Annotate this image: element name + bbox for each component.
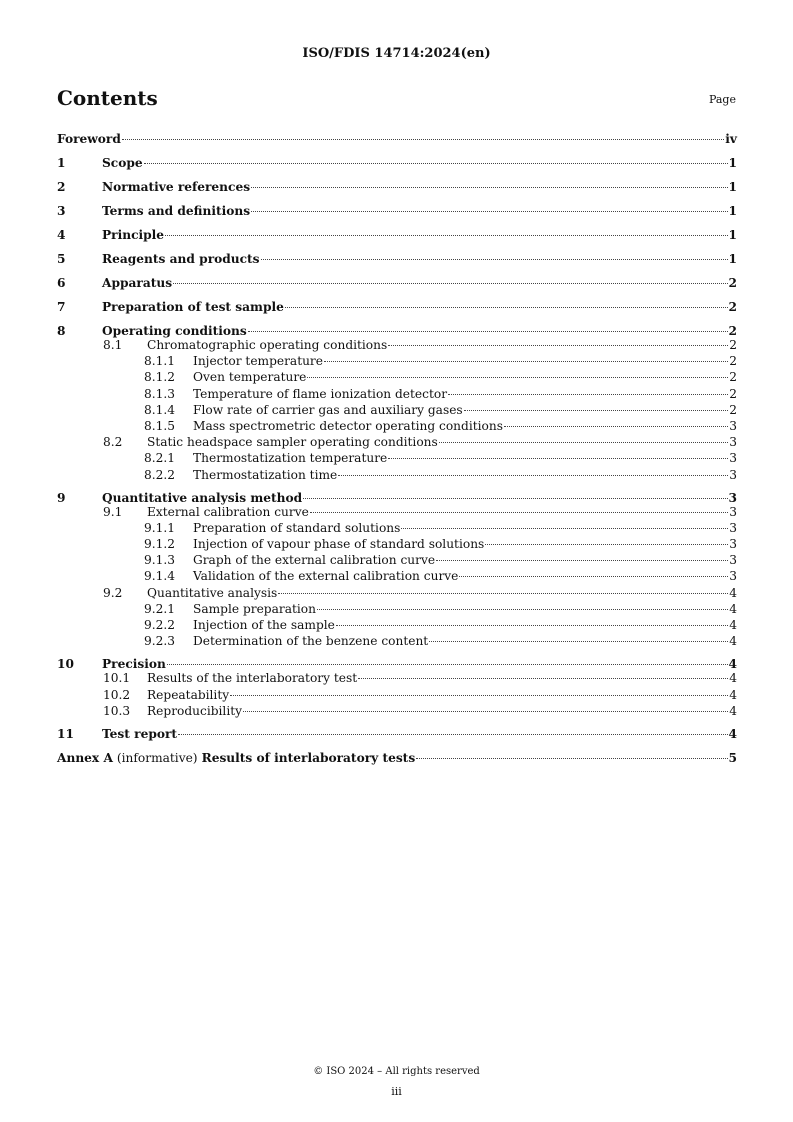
toc-entry-title: Sample preparation bbox=[193, 601, 316, 616]
dot-leader bbox=[303, 498, 727, 499]
toc-entry-page: 2 bbox=[729, 370, 737, 385]
dot-leader bbox=[278, 593, 728, 594]
toc-entry-title: Apparatus bbox=[102, 276, 173, 290]
toc-entry-title: Precision bbox=[102, 657, 166, 672]
toc-entry-title: External calibration curve bbox=[147, 504, 309, 519]
dot-leader bbox=[439, 442, 728, 443]
toc-entry-number: 9.1.3 bbox=[144, 553, 176, 568]
toc-entry-number: 9.2.2 bbox=[144, 618, 176, 632]
toc-entry-11[interactable] bbox=[57, 723, 737, 747]
toc-entry-title: Temperature of flame ionization detector bbox=[193, 386, 448, 401]
dot-leader bbox=[122, 139, 724, 140]
toc-entry-page: 4 bbox=[729, 687, 737, 702]
toc-entry-title: Quantitative analysis method bbox=[102, 490, 303, 505]
toc-entry-title: Mass spectrometric detector operating conditions bbox=[193, 418, 503, 433]
toc-entry-number: 3 bbox=[57, 204, 66, 218]
toc-entry-page: 5 bbox=[728, 750, 737, 765]
toc-entry-9-1-1[interactable] bbox=[57, 520, 737, 536]
toc-entry-number: 2 bbox=[57, 180, 66, 194]
toc-entry-number: 6 bbox=[57, 276, 66, 290]
toc-entry-title: Quantitative analysis bbox=[147, 585, 278, 600]
toc-entry-number: 4 bbox=[57, 228, 66, 242]
toc-entry-number: 8.2.2 bbox=[144, 467, 176, 482]
dot-leader bbox=[144, 163, 728, 164]
toc-entry-page: 1 bbox=[728, 180, 737, 194]
toc-entry-number: 8.1.5 bbox=[144, 418, 176, 433]
toc-entry-title: Test report bbox=[102, 726, 178, 741]
dot-leader bbox=[336, 625, 728, 626]
toc-entry-title: Injector temperature bbox=[193, 354, 323, 369]
dot-leader bbox=[167, 664, 728, 665]
copyright-notice: © ISO 2024 – All rights reserved bbox=[313, 1066, 480, 1077]
toc-entry-page: 3 bbox=[729, 520, 737, 535]
toc-entry-number: 7 bbox=[57, 300, 66, 314]
dot-leader bbox=[416, 758, 727, 759]
toc-entry-number: 11 bbox=[57, 726, 74, 741]
toc-entry-title: Thermostatization time bbox=[193, 467, 338, 482]
toc-entry-title: Terms and definitions bbox=[102, 204, 251, 218]
toc-entry-number: 1 bbox=[57, 156, 66, 170]
toc-entry-9-2-2[interactable] bbox=[57, 617, 737, 633]
toc-entry-title: Reagents and products bbox=[102, 252, 260, 266]
toc-entry-title: Reproducibility bbox=[147, 703, 243, 718]
table-of-contents bbox=[57, 128, 737, 771]
toc-entry-page: 3 bbox=[729, 418, 737, 433]
toc-entry-page: iv bbox=[725, 132, 737, 146]
toc-entry-10-3[interactable] bbox=[57, 703, 737, 719]
toc-entry-title: Flow rate of carrier gas and auxiliary gases bbox=[193, 402, 463, 417]
toc-entry-page: 2 bbox=[729, 354, 737, 369]
toc-entry-page: 2 bbox=[729, 402, 737, 417]
toc-entry-2[interactable] bbox=[57, 176, 737, 200]
toc-entry-8-2[interactable] bbox=[57, 434, 737, 450]
toc-entry-4[interactable] bbox=[57, 224, 737, 248]
toc-entry-page: 4 bbox=[728, 726, 737, 741]
toc-entry-title: Scope bbox=[102, 156, 143, 170]
toc-entry-page: 1 bbox=[728, 228, 737, 242]
dot-leader bbox=[401, 528, 728, 529]
toc-entry-page: 3 bbox=[729, 467, 737, 482]
toc-entry-number: 8.2.1 bbox=[144, 451, 176, 466]
dot-leader bbox=[248, 331, 728, 332]
annex-type: (informative) bbox=[116, 750, 198, 765]
dot-leader bbox=[485, 544, 728, 545]
toc-entry-title: Results of interlaboratory tests bbox=[201, 750, 416, 765]
toc-entry-number: 9.1.4 bbox=[144, 569, 176, 584]
toc-entry-8-1-3[interactable] bbox=[57, 386, 737, 402]
toc-entry-page: 3 bbox=[728, 490, 737, 505]
toc-entry-page: 4 bbox=[729, 601, 737, 616]
toc-entry-number: 5 bbox=[57, 252, 66, 266]
toc-entry-6[interactable] bbox=[57, 272, 737, 296]
toc-entry-foreword[interactable] bbox=[57, 128, 737, 152]
toc-entry-9-2-3[interactable] bbox=[57, 633, 737, 649]
dot-leader bbox=[178, 734, 727, 735]
toc-entry-8-1-2[interactable] bbox=[57, 369, 737, 385]
toc-entry-title: Oven temperature bbox=[193, 370, 307, 385]
dot-leader bbox=[464, 410, 729, 411]
toc-entry-title: Validation of the external calibration curve bbox=[193, 569, 459, 584]
toc-entry-number: 8.1 bbox=[103, 338, 123, 352]
toc-entry-8-1-4[interactable] bbox=[57, 402, 737, 418]
toc-entry-7[interactable] bbox=[57, 296, 737, 320]
toc-entry-page: 3 bbox=[729, 504, 737, 519]
toc-entry-number: 8.1.2 bbox=[144, 370, 176, 385]
toc-entry-page: 2 bbox=[728, 276, 737, 290]
toc-entry-number: 9.2.3 bbox=[144, 634, 176, 649]
toc-entry-title: Static headspace sampler operating conditions bbox=[147, 435, 438, 450]
dot-leader bbox=[338, 475, 728, 476]
dot-leader bbox=[251, 211, 727, 212]
dot-leader bbox=[243, 711, 728, 712]
toc-entry-page: 3 bbox=[729, 569, 737, 584]
toc-entry-title: Results of the interlaboratory test bbox=[147, 671, 358, 686]
toc-entry-number: 8.2 bbox=[103, 435, 123, 450]
toc-entry-9-1-3[interactable] bbox=[57, 552, 737, 568]
toc-entry-1[interactable] bbox=[57, 152, 737, 176]
toc-entry-number: 8.1.1 bbox=[144, 354, 176, 369]
toc-entry-page: 3 bbox=[729, 451, 737, 466]
dot-leader bbox=[448, 394, 728, 395]
dot-leader bbox=[429, 641, 728, 642]
dot-leader bbox=[285, 307, 728, 308]
toc-entry-number: 9.1.2 bbox=[144, 537, 176, 552]
dot-leader bbox=[504, 426, 728, 427]
toc-entry-title: Thermostatization temperature bbox=[193, 451, 388, 466]
toc-entry-page: 3 bbox=[729, 435, 737, 450]
toc-entry-title: Determination of the benzene content bbox=[193, 634, 429, 649]
dot-leader bbox=[251, 187, 727, 188]
toc-entry-9-2[interactable] bbox=[57, 585, 737, 601]
dot-leader bbox=[317, 609, 728, 610]
toc-entry-page: 4 bbox=[729, 671, 737, 686]
toc-entry-9-2-1[interactable] bbox=[57, 601, 737, 617]
toc-entry-number: 9.2 bbox=[103, 585, 123, 600]
page-number: iii bbox=[391, 1085, 402, 1098]
toc-entry-page: 3 bbox=[729, 553, 737, 568]
annex-reference: Annex A bbox=[57, 750, 113, 765]
toc-entry-page: 3 bbox=[729, 537, 737, 552]
dot-leader bbox=[230, 695, 728, 696]
toc-entry-9-1-2[interactable] bbox=[57, 536, 737, 552]
toc-entry-8-1-1[interactable] bbox=[57, 353, 737, 369]
toc-entry-page: 4 bbox=[729, 634, 737, 649]
toc-entry-number: 9.1.1 bbox=[144, 520, 176, 535]
toc-entry-title: Operating conditions bbox=[102, 324, 247, 338]
toc-entry-5[interactable] bbox=[57, 248, 737, 272]
dot-leader bbox=[388, 345, 728, 346]
toc-entry-number: 9.2.1 bbox=[144, 601, 176, 616]
dot-leader bbox=[324, 361, 728, 362]
dot-leader bbox=[173, 283, 727, 284]
toc-entry-3[interactable] bbox=[57, 200, 737, 224]
toc-entry-page: 2 bbox=[728, 324, 737, 338]
toc-entry-title: Repeatability bbox=[147, 687, 230, 702]
toc-entry-8-2-2[interactable] bbox=[57, 467, 737, 483]
toc-entry-page: 2 bbox=[729, 338, 737, 352]
dot-leader bbox=[310, 512, 728, 513]
toc-entry-number: 9 bbox=[57, 490, 66, 505]
toc-entry-8-1[interactable] bbox=[57, 337, 737, 353]
dot-leader bbox=[358, 678, 728, 679]
toc-entry-number: 10.2 bbox=[103, 687, 131, 702]
page-title: Contents bbox=[57, 86, 158, 110]
toc-entry-page: 2 bbox=[728, 300, 737, 314]
dot-leader bbox=[307, 377, 728, 378]
toc-entry-page: 1 bbox=[728, 204, 737, 218]
toc-entry-page: 4 bbox=[729, 703, 737, 718]
toc-entry-annex-a[interactable] bbox=[57, 747, 737, 771]
toc-entry-number: 10.3 bbox=[103, 703, 131, 718]
toc-entry-title: Preparation of standard solutions bbox=[193, 520, 401, 535]
toc-entry-page: 2 bbox=[729, 386, 737, 401]
toc-entry-page: 4 bbox=[729, 618, 737, 632]
toc-entry-title: Foreword bbox=[57, 132, 121, 146]
toc-entry-9-1[interactable] bbox=[57, 504, 737, 520]
toc-entry-title: Principle bbox=[102, 228, 165, 242]
toc-entry-page: 4 bbox=[729, 585, 737, 600]
toc-entry-title: Injection of vapour phase of standard solutions bbox=[193, 537, 485, 552]
toc-entry-10-1[interactable] bbox=[57, 670, 737, 686]
toc-entry-page: 1 bbox=[728, 252, 737, 266]
page-column-label: Page bbox=[708, 93, 736, 106]
toc-entry-number: 10 bbox=[57, 657, 74, 672]
dot-leader bbox=[388, 458, 728, 459]
toc-entry-number: 9.1 bbox=[103, 504, 123, 519]
toc-entry-8-1-5[interactable] bbox=[57, 418, 737, 434]
dot-leader bbox=[459, 576, 728, 577]
toc-entry-number: 8.1.4 bbox=[144, 402, 176, 417]
toc-entry-page: 1 bbox=[728, 156, 737, 170]
toc-entry-number: 8.1.3 bbox=[144, 386, 176, 401]
toc-entry-title: Normative references bbox=[102, 180, 251, 194]
toc-entry-number: 10.1 bbox=[103, 671, 131, 686]
dot-leader bbox=[436, 560, 728, 561]
toc-entry-page: 4 bbox=[728, 657, 737, 672]
toc-entry-title: Graph of the external calibration curve bbox=[193, 553, 436, 568]
toc-entry-title: Injection of the sample bbox=[193, 618, 335, 632]
dot-leader bbox=[261, 259, 728, 260]
toc-entry-number: 8 bbox=[57, 324, 66, 338]
toc-entry-9-1-4[interactable] bbox=[57, 568, 737, 584]
toc-entry-title: Chromatographic operating conditions bbox=[147, 338, 388, 352]
dot-leader bbox=[165, 235, 727, 236]
toc-entry-title: Preparation of test sample bbox=[102, 300, 284, 314]
toc-entry-8-2-1[interactable] bbox=[57, 450, 737, 466]
document-id-header: ISO/FDIS 14714:2024(en) bbox=[302, 46, 491, 61]
toc-entry-10-2[interactable] bbox=[57, 687, 737, 703]
